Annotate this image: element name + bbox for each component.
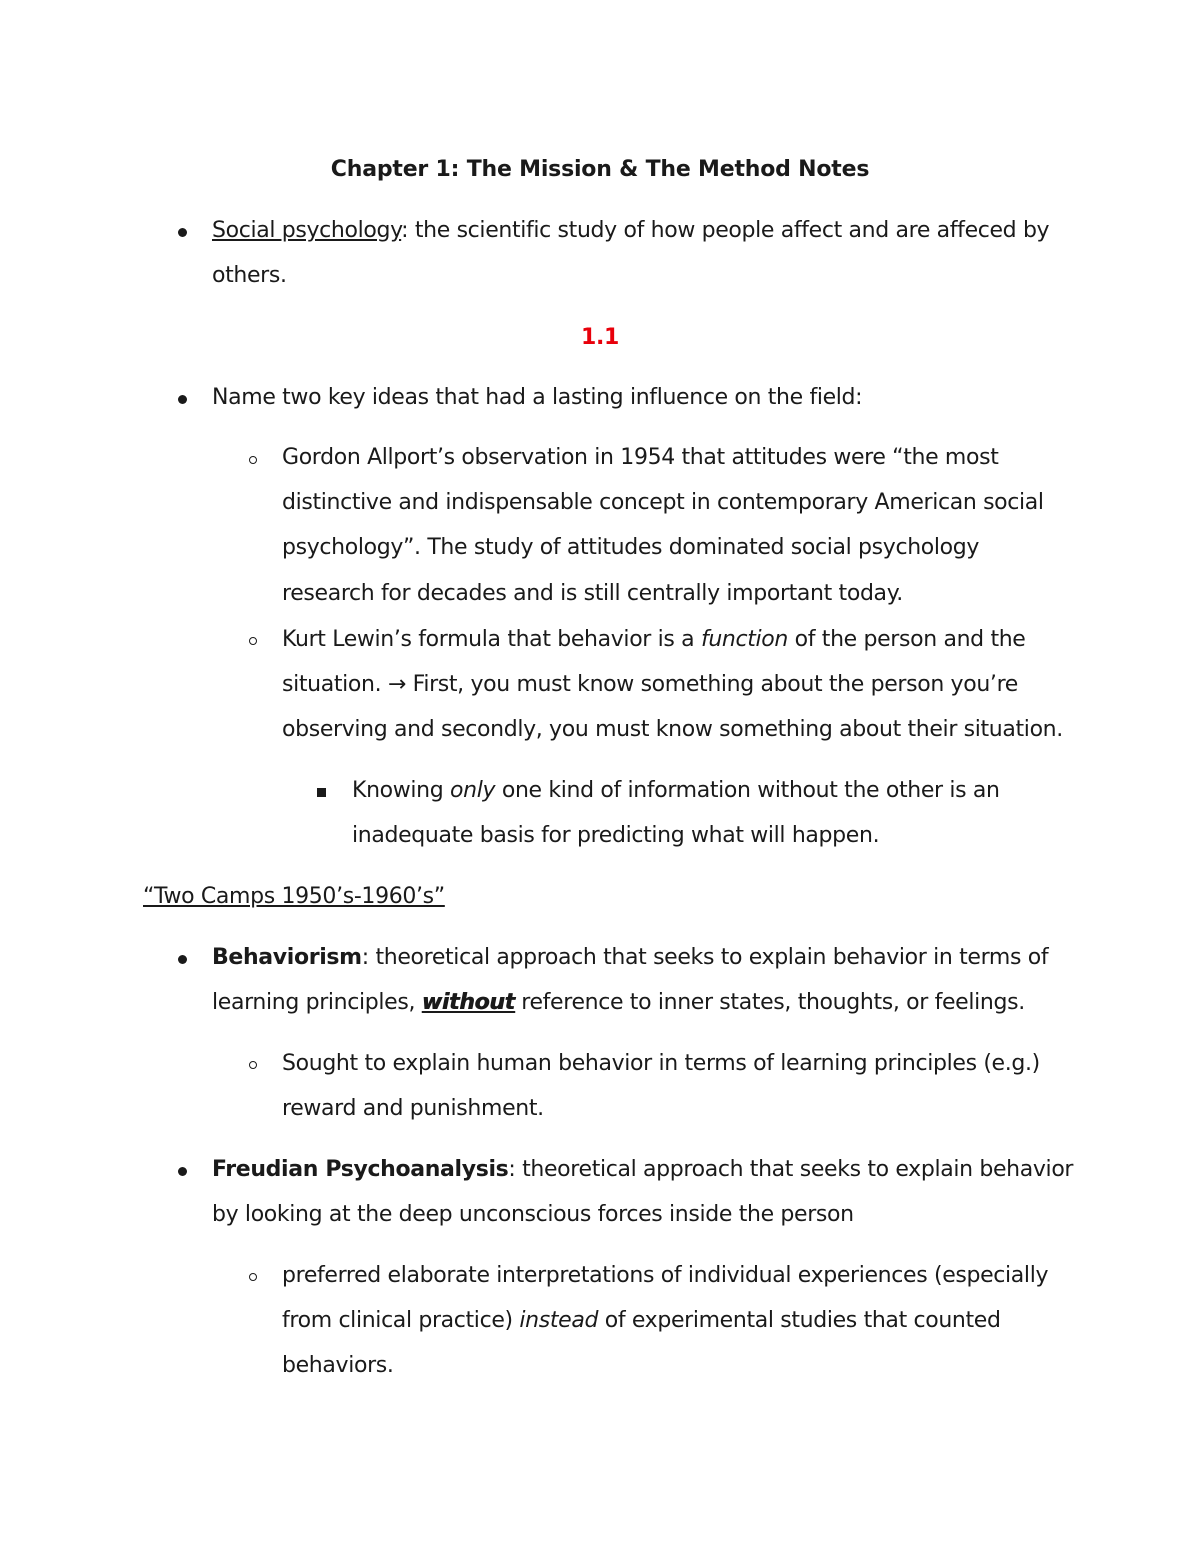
allport-line-4: research for decades and is still centrally important today. <box>282 581 903 606</box>
behaviorism-text: learning principles, <box>212 990 422 1015</box>
freudian-sub-line-3: behaviors. <box>282 1353 394 1378</box>
definition-line-1 <box>212 217 1049 245</box>
freudian-line-1 <box>212 1156 1073 1184</box>
freudian-sub-line-2 <box>282 1307 1001 1335</box>
bullet-icon <box>178 395 187 404</box>
behaviorism-emphasis: without <box>421 990 515 1015</box>
freudian-text: from clinical practice) <box>282 1308 520 1333</box>
definition-line-2: others. <box>212 263 287 288</box>
freudian-text: : theoretical approach that seeks to explain behavior <box>508 1157 1074 1182</box>
section-heading: “Two Camps 1950’s-1960’s” <box>143 884 445 909</box>
definition-term: Social psychology <box>212 218 402 243</box>
knowing-emphasis: only <box>450 778 496 803</box>
knowing-text: one kind of information without the other is an <box>495 778 1000 803</box>
freudian-line-2: by looking at the deep unconscious forces inside the person <box>212 1202 854 1227</box>
allport-line-2: distinctive and indispensable concept in contemporary American social <box>282 490 1044 515</box>
bullet-icon <box>178 228 187 237</box>
lewin-line-1 <box>282 626 1026 654</box>
allport-line-3: psychology”. The study of attitudes dominated social psychology <box>282 535 980 560</box>
knowing-line-1 <box>352 777 1000 805</box>
bullet-icon <box>178 955 187 964</box>
freudian-emphasis: instead <box>519 1308 599 1333</box>
behaviorism-sub-line-1: Sought to explain human behavior in terms of learning principles (e.g.) <box>282 1051 1040 1076</box>
bullet-icon <box>178 1167 187 1176</box>
behaviorism-line-2 <box>212 989 1025 1017</box>
hollow-bullet-icon <box>249 456 257 464</box>
behaviorism-text: : theoretical approach that seeks to explain behavior in terms of <box>361 945 1049 970</box>
hollow-bullet-icon <box>249 1273 257 1281</box>
behaviorism-text: reference to inner states, thoughts, or feelings. <box>514 990 1025 1015</box>
hollow-bullet-icon <box>249 1061 257 1069</box>
lewin-line-3: observing and secondly, you must know something about their situation. <box>282 717 1063 742</box>
lewin-text: of the person and the <box>788 627 1026 652</box>
freudian-sub-line-1: preferred elaborate interpretations of individual experiences (especially <box>282 1263 1049 1288</box>
freudian-text: of experimental studies that counted <box>598 1308 1001 1333</box>
key-ideas-prompt: Name two key ideas that had a lasting influence on the field: <box>212 385 863 410</box>
section-number: 1.1 <box>581 325 619 350</box>
hollow-bullet-icon <box>249 637 257 645</box>
freudian-term: Freudian Psychoanalysis <box>212 1157 509 1182</box>
lewin-line-2: situation. → First, you must know something about the person you’re <box>282 672 1018 697</box>
lewin-text: Kurt Lewin’s formula that behavior is a <box>282 627 701 652</box>
knowing-text: Knowing <box>352 778 451 803</box>
page-title: Chapter 1: The Mission & The Method Notes <box>330 157 870 182</box>
behaviorism-line-1 <box>212 944 1048 972</box>
behaviorism-term: Behaviorism <box>212 945 362 970</box>
allport-line-1: Gordon Allport’s observation in 1954 that attitudes were “the most <box>282 445 999 470</box>
behaviorism-sub-line-2: reward and punishment. <box>282 1096 544 1121</box>
square-bullet-icon <box>317 788 326 797</box>
knowing-line-2: inadequate basis for predicting what will happen. <box>352 823 880 848</box>
definition-text: : the scientific study of how people affect and are affeced by <box>401 218 1050 243</box>
lewin-emphasis: function <box>700 627 789 652</box>
